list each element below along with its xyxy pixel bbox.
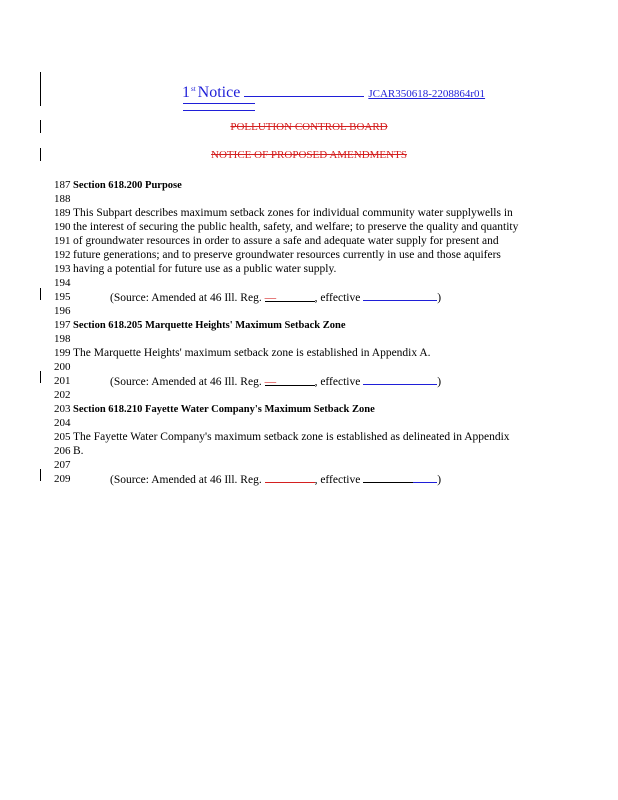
document-id: JCAR350618-2208864r01 bbox=[368, 88, 486, 100]
line-192: 192 future generations; and to preserve groundwater resources currently in use and those aquifers bbox=[54, 249, 501, 261]
line-188: 188 bbox=[54, 193, 71, 205]
section-heading: Section 618.210 Fayette Water Company's Maximum Setback Zone bbox=[73, 404, 375, 415]
header-rule bbox=[244, 84, 364, 97]
change-bar bbox=[40, 469, 41, 481]
source-note: (Source: Amended at 46 Ill. Reg. , effective ) bbox=[110, 474, 442, 486]
line-191: 191 of groundwater resources in order to assure a safe and adequate water supply for present and bbox=[54, 235, 499, 247]
line-202: 202 bbox=[54, 389, 71, 401]
line-189: 189 This Subpart describes maximum setback zones for individual community water supplywells in bbox=[54, 207, 513, 219]
page-header bbox=[182, 84, 485, 102]
effective-blank bbox=[363, 290, 437, 301]
body-text: having a potential for future use as a public water supply. bbox=[73, 263, 337, 275]
line-207: 207 bbox=[54, 459, 71, 471]
line-198: 198 bbox=[54, 333, 71, 345]
source-note: (Source: Amended at 46 Ill. Reg. — , effective ) bbox=[110, 376, 442, 388]
line-193: 193 having a potential for future use as a public water supply. bbox=[54, 263, 337, 275]
change-bar bbox=[40, 371, 41, 383]
line-205: 205 The Fayette Water Company's maximum setback zone is established as delineated in Appendix bbox=[54, 431, 510, 443]
line-206: 206 B. bbox=[54, 445, 84, 457]
body-text: the interest of securing the public health, safety, and welfare; to preserve the quality and quantity bbox=[73, 221, 519, 233]
body-text: The Marquette Heights' maximum setback zone is established in Appendix A. bbox=[73, 347, 431, 359]
effective-blank bbox=[363, 472, 413, 483]
line-209: 209 (Source: Amended at 46 Ill. Reg. , effective ) bbox=[54, 473, 442, 486]
document-body bbox=[54, 178, 574, 486]
line-201: 201 (Source: Amended at 46 Ill. Reg. — , effective ) bbox=[54, 375, 442, 388]
header-number: 1 bbox=[182, 84, 190, 101]
body-text: of groundwater resources in order to assure a safe and adequate water supply for present and bbox=[73, 235, 499, 247]
reg-blank bbox=[265, 472, 315, 483]
line-204: 204 bbox=[54, 417, 71, 429]
header-double-underline bbox=[183, 103, 255, 111]
notice-heading: NOTICE OF PROPOSED AMENDMENTS bbox=[211, 149, 407, 161]
change-bar bbox=[40, 288, 41, 300]
line-195: 195 (Source: Amended at 46 Ill. Reg. — , effective ) bbox=[54, 291, 442, 304]
line-194: 194 bbox=[54, 277, 71, 289]
section-heading: Section 618.200 Purpose bbox=[73, 180, 182, 191]
agency-heading: POLLUTION CONTROL BOARD bbox=[230, 121, 388, 133]
line-200: 200 bbox=[54, 361, 71, 373]
line-197: 197 Section 618.205 Marquette Heights' Maximum Setback Zone bbox=[54, 319, 346, 331]
line-190: 190 the interest of securing the public health, safety, and welfare; to preserve the quality and quantity bbox=[54, 221, 519, 233]
section-heading: Section 618.205 Marquette Heights' Maximum Setback Zone bbox=[73, 320, 346, 331]
effective-blank bbox=[363, 374, 437, 385]
source-note: (Source: Amended at 46 Ill. Reg. — , effective ) bbox=[110, 292, 442, 304]
line-187: 187 Section 618.200 Purpose bbox=[54, 179, 182, 191]
effective-blank-inserted bbox=[413, 472, 437, 483]
header-superscript: st bbox=[191, 84, 196, 93]
body-text: The Fayette Water Company's maximum setback zone is established as delineated in Appendix bbox=[73, 431, 510, 443]
body-text: This Subpart describes maximum setback zones for individual community water supplywells in bbox=[73, 207, 513, 219]
reg-blank: — bbox=[265, 375, 315, 386]
change-bar bbox=[40, 72, 41, 106]
line-203: 203 Section 618.210 Fayette Water Company's Maximum Setback Zone bbox=[54, 403, 375, 415]
reg-blank: — bbox=[265, 291, 315, 302]
line-196: 196 bbox=[54, 305, 71, 317]
body-text: future generations; and to preserve groundwater resources currently in use and those aquifers bbox=[73, 249, 501, 261]
line-199: 199 The Marquette Heights' maximum setback zone is established in Appendix A. bbox=[54, 347, 431, 359]
body-text: B. bbox=[73, 445, 84, 457]
header-title: Notice bbox=[197, 84, 241, 101]
